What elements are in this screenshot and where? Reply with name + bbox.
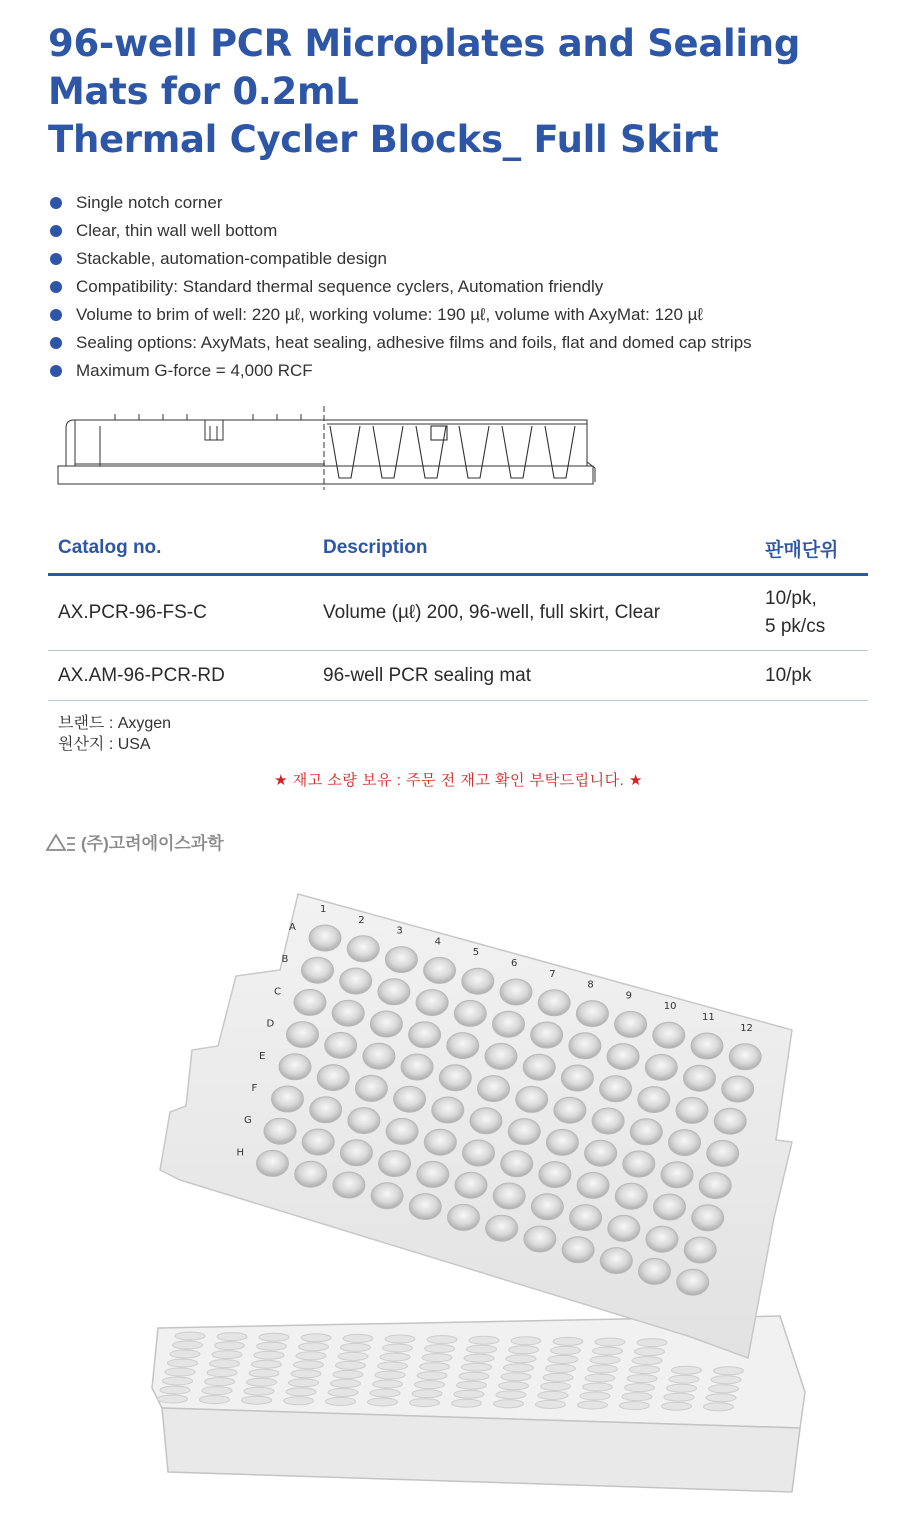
mat-row-letter: C bbox=[274, 986, 281, 998]
mat-well bbox=[714, 1108, 746, 1134]
mat-column-number: 8 bbox=[587, 979, 594, 991]
plate-well bbox=[254, 1351, 284, 1359]
plate-well bbox=[462, 1363, 492, 1371]
mat-well bbox=[569, 1033, 601, 1059]
mat-well bbox=[424, 1129, 456, 1155]
plate-well bbox=[588, 1365, 618, 1373]
mat-well bbox=[576, 1001, 608, 1027]
plate-well bbox=[205, 1378, 235, 1386]
mat-well bbox=[677, 1269, 709, 1295]
mat-well bbox=[607, 1044, 639, 1070]
mat-well bbox=[676, 1097, 708, 1123]
plate-well bbox=[173, 1341, 203, 1349]
table-row bbox=[48, 575, 868, 651]
mat-well bbox=[516, 1086, 548, 1112]
plate-well bbox=[368, 1398, 398, 1406]
mat-well bbox=[424, 957, 456, 983]
mat-well bbox=[623, 1151, 655, 1177]
plate-well bbox=[284, 1397, 314, 1405]
mat-well bbox=[370, 1011, 402, 1037]
plate-well bbox=[504, 1364, 534, 1372]
mat-well bbox=[600, 1076, 632, 1102]
mat-well bbox=[493, 1011, 525, 1037]
plate-well bbox=[630, 1366, 660, 1374]
mat-row-letter: H bbox=[236, 1147, 245, 1159]
header-catalog-no: Catalog no. bbox=[48, 523, 313, 575]
plate-well bbox=[417, 1372, 447, 1380]
plate-well bbox=[370, 1389, 400, 1397]
plate-well bbox=[506, 1355, 536, 1363]
mat-well bbox=[538, 990, 570, 1016]
plate-well bbox=[242, 1396, 272, 1404]
brand-line: 브랜드 : Axygen bbox=[58, 715, 172, 732]
plate-well bbox=[464, 1354, 494, 1362]
mat-well bbox=[264, 1118, 296, 1144]
mat-well bbox=[615, 1011, 647, 1037]
mat-well bbox=[439, 1065, 471, 1091]
mat-well bbox=[501, 1151, 533, 1177]
plate-well bbox=[410, 1399, 440, 1407]
plate-well bbox=[207, 1369, 237, 1377]
mat-well bbox=[355, 1075, 387, 1101]
plate-well bbox=[385, 1335, 415, 1343]
sealing-mat bbox=[160, 894, 792, 1358]
mat-column-number: 3 bbox=[396, 925, 403, 937]
plate-well bbox=[200, 1396, 230, 1404]
plate-well bbox=[160, 1386, 190, 1394]
plate-well bbox=[706, 1394, 736, 1402]
mat-well bbox=[287, 1022, 319, 1048]
plate-well bbox=[420, 1363, 450, 1371]
plate-well bbox=[412, 1390, 442, 1398]
plate-well bbox=[632, 1357, 662, 1365]
plate-well bbox=[341, 1343, 371, 1351]
feature-item: Compatibility: Standard thermal sequence cyclers, Automation friendly bbox=[48, 273, 752, 301]
mat-well bbox=[615, 1183, 647, 1209]
mat-row-letter: F bbox=[251, 1083, 258, 1094]
plate-well bbox=[257, 1342, 287, 1350]
plate-well bbox=[499, 1382, 529, 1390]
plate-well bbox=[541, 1382, 571, 1390]
plate-well bbox=[553, 1337, 583, 1345]
product-photo bbox=[140, 880, 810, 1520]
feature-item: Single notch corner bbox=[48, 189, 752, 217]
plate-well bbox=[373, 1380, 403, 1388]
plate-well bbox=[331, 1379, 361, 1387]
mat-well bbox=[279, 1054, 311, 1080]
plate-well bbox=[590, 1356, 620, 1364]
mat-well bbox=[645, 1054, 677, 1080]
mat-well bbox=[493, 1183, 525, 1209]
mat-well bbox=[257, 1150, 289, 1176]
mat-well bbox=[646, 1226, 678, 1252]
plate-well bbox=[637, 1339, 667, 1347]
sales-unit-line: 5 pk/cs bbox=[765, 616, 826, 637]
mat-row-letter: B bbox=[281, 954, 289, 966]
mat-well bbox=[340, 1140, 372, 1166]
plate-well bbox=[548, 1355, 578, 1363]
mat-well bbox=[523, 1054, 555, 1080]
mat-well bbox=[347, 936, 379, 962]
plate-well bbox=[415, 1381, 445, 1389]
mat-well bbox=[729, 1044, 761, 1070]
plate-well bbox=[664, 1393, 694, 1401]
plate-well bbox=[427, 1336, 457, 1344]
mat-well bbox=[638, 1087, 670, 1113]
plate-well bbox=[595, 1338, 625, 1346]
mat-well bbox=[577, 1172, 609, 1198]
company-logo bbox=[46, 829, 224, 854]
mat-well bbox=[600, 1248, 632, 1274]
plate-well bbox=[168, 1359, 198, 1367]
mat-well bbox=[363, 1043, 395, 1069]
mat-well bbox=[432, 1097, 464, 1123]
mat-well bbox=[294, 989, 326, 1015]
plate-well bbox=[249, 1369, 279, 1377]
plate-well bbox=[551, 1346, 581, 1354]
mat-well bbox=[310, 1097, 342, 1123]
plate-well bbox=[622, 1393, 652, 1401]
plate-well bbox=[467, 1345, 497, 1353]
mat-well bbox=[379, 1151, 411, 1177]
plate-well bbox=[375, 1371, 405, 1379]
mat-well bbox=[653, 1022, 685, 1048]
mat-well bbox=[531, 1022, 563, 1048]
mat-column-number: 7 bbox=[549, 968, 556, 980]
header-description: Description bbox=[313, 523, 755, 575]
mat-well bbox=[500, 979, 532, 1005]
mat-well bbox=[531, 1194, 563, 1220]
company-logo-icon bbox=[46, 833, 76, 851]
plate-well bbox=[620, 1402, 650, 1410]
mat-well bbox=[722, 1076, 754, 1102]
mat-well bbox=[608, 1215, 640, 1241]
plate-well bbox=[286, 1388, 316, 1396]
mat-well bbox=[454, 1000, 486, 1026]
catalog-table bbox=[48, 523, 868, 701]
plate-well bbox=[501, 1373, 531, 1381]
plate-well bbox=[452, 1399, 482, 1407]
plate-well bbox=[425, 1345, 455, 1353]
mat-column-number: 12 bbox=[740, 1022, 753, 1034]
mat-column-number: 4 bbox=[434, 936, 441, 948]
plate-well bbox=[511, 1337, 541, 1345]
mat-well bbox=[378, 979, 410, 1005]
mat-well bbox=[309, 925, 341, 951]
mat-well bbox=[416, 990, 448, 1016]
plate-well bbox=[709, 1385, 739, 1393]
plate-well bbox=[343, 1334, 373, 1342]
mat-well bbox=[272, 1086, 304, 1112]
mat-well bbox=[524, 1226, 556, 1252]
plate-well bbox=[383, 1344, 413, 1352]
feature-item: Volume to brim of well: 220 µℓ, working volume: 190 µℓ, volume with AxyMat: 120 µℓ bbox=[48, 301, 752, 329]
plate-well bbox=[247, 1378, 277, 1386]
mat-well bbox=[562, 1237, 594, 1263]
plate-well bbox=[578, 1401, 608, 1409]
mat-well bbox=[630, 1119, 662, 1145]
mat-well bbox=[478, 1076, 510, 1102]
mat-well bbox=[570, 1205, 602, 1231]
mat-row-letter: D bbox=[266, 1018, 275, 1030]
plate-well bbox=[259, 1333, 289, 1341]
plate-well bbox=[328, 1388, 358, 1396]
mat-well bbox=[707, 1140, 739, 1166]
mat-column-number: 2 bbox=[358, 914, 365, 926]
stock-notice: ★ 재고 소량 보유 : 주문 전 재고 확인 부탁드립니다. ★ bbox=[274, 772, 643, 789]
mat-well bbox=[462, 968, 494, 994]
plate-well bbox=[662, 1402, 692, 1410]
mat-well bbox=[585, 1140, 617, 1166]
mat-row-letter: G bbox=[244, 1115, 252, 1127]
brand-info bbox=[58, 713, 171, 755]
feature-item: Clear, thin wall well bottom bbox=[48, 217, 752, 245]
mat-well bbox=[554, 1097, 586, 1123]
plate-well bbox=[158, 1395, 188, 1403]
feature-item: Sealing options: AxyMats, heat sealing, adhesive films and foils, flat and domed cap strips bbox=[48, 329, 752, 357]
mat-well bbox=[295, 1161, 327, 1187]
mat-well bbox=[317, 1065, 349, 1091]
plate-well bbox=[459, 1372, 489, 1380]
mat-column-number: 9 bbox=[625, 990, 632, 1002]
mat-well bbox=[684, 1237, 716, 1263]
plate-well bbox=[299, 1343, 329, 1351]
mat-well bbox=[325, 1032, 357, 1058]
mat-well bbox=[302, 957, 334, 983]
plate-well bbox=[215, 1342, 245, 1350]
plate-well bbox=[538, 1391, 568, 1399]
mat-well bbox=[639, 1258, 671, 1284]
mat-well bbox=[340, 968, 372, 994]
mat-well bbox=[592, 1108, 624, 1134]
plate-well bbox=[338, 1352, 368, 1360]
plate-well bbox=[244, 1387, 274, 1395]
mat-column-number: 6 bbox=[511, 958, 518, 969]
plate-well bbox=[704, 1403, 734, 1411]
catalog-number: AX.AM-96-PCR-RD bbox=[48, 651, 313, 701]
feature-item: Stackable, automation-compatible design bbox=[48, 245, 752, 273]
plate-well bbox=[627, 1375, 657, 1383]
plate-well bbox=[585, 1374, 615, 1382]
plate-well bbox=[454, 1390, 484, 1398]
mat-column-number: 1 bbox=[320, 904, 327, 915]
page-title bbox=[48, 20, 888, 164]
mat-well bbox=[447, 1033, 479, 1059]
plate-well bbox=[509, 1346, 539, 1354]
plate-well bbox=[175, 1332, 205, 1340]
plate-well bbox=[457, 1381, 487, 1389]
plate-well bbox=[163, 1377, 193, 1385]
mat-well bbox=[661, 1162, 693, 1188]
title-line-2: Mats for 0.2mL bbox=[48, 70, 359, 113]
mat-column-number: 11 bbox=[702, 1012, 715, 1023]
mat-well bbox=[409, 1194, 441, 1220]
plate-well bbox=[711, 1376, 741, 1384]
plate-well bbox=[580, 1392, 610, 1400]
plate-well bbox=[625, 1384, 655, 1392]
mat-well bbox=[394, 1086, 426, 1112]
plate-well bbox=[635, 1348, 665, 1356]
table-row bbox=[48, 651, 868, 701]
header-sales-unit: 판매단위 bbox=[755, 523, 868, 575]
mat-well bbox=[409, 1022, 441, 1048]
plate-well bbox=[422, 1354, 452, 1362]
plate-well bbox=[252, 1360, 282, 1368]
mat-row-letter: E bbox=[259, 1050, 266, 1062]
mat-row-letter: A bbox=[289, 922, 296, 933]
mat-well bbox=[463, 1140, 495, 1166]
origin-line: 원산지 : USA bbox=[58, 736, 151, 753]
plate-well bbox=[217, 1333, 247, 1341]
title-line-3: Thermal Cycler Blocks_ Full Skirt bbox=[48, 118, 719, 161]
plate-well bbox=[294, 1361, 324, 1369]
plate-well bbox=[170, 1350, 200, 1358]
mat-well bbox=[401, 1054, 433, 1080]
mat-well bbox=[691, 1033, 723, 1059]
plate-well bbox=[669, 1375, 699, 1383]
sales-unit bbox=[755, 575, 868, 651]
sales-unit: 10/pk bbox=[755, 651, 868, 701]
plate-well bbox=[326, 1397, 356, 1405]
mat-well bbox=[332, 1000, 364, 1026]
plate-well bbox=[543, 1373, 573, 1381]
feature-item: Maximum G-force = 4,000 RCF bbox=[48, 357, 752, 385]
mat-well bbox=[692, 1205, 724, 1231]
mat-column-number: 5 bbox=[472, 947, 480, 959]
plate-well bbox=[546, 1364, 576, 1372]
plate-well bbox=[291, 1370, 321, 1378]
plate-well bbox=[301, 1334, 331, 1342]
plate-well bbox=[714, 1367, 744, 1375]
mat-well bbox=[470, 1108, 502, 1134]
plate-well bbox=[380, 1353, 410, 1361]
mat-well bbox=[508, 1119, 540, 1145]
catalog-number: AX.PCR-96-FS-C bbox=[48, 575, 313, 651]
mat-well bbox=[699, 1173, 731, 1199]
mat-well bbox=[546, 1129, 578, 1155]
mat-well bbox=[539, 1162, 571, 1188]
plate-well bbox=[494, 1400, 524, 1408]
plate-well bbox=[536, 1400, 566, 1408]
mat-well bbox=[348, 1108, 380, 1134]
company-name: (주)고려에이스과학 bbox=[81, 834, 224, 853]
plate-well bbox=[667, 1384, 697, 1392]
plate-well bbox=[296, 1352, 326, 1360]
plate-well bbox=[289, 1379, 319, 1387]
description: 96-well PCR sealing mat bbox=[313, 651, 755, 701]
feature-list bbox=[48, 189, 752, 385]
mat-well bbox=[561, 1065, 593, 1091]
mat-well bbox=[448, 1204, 480, 1230]
plate-well bbox=[583, 1383, 613, 1391]
mat-well bbox=[385, 947, 417, 973]
plate-well bbox=[593, 1347, 623, 1355]
plate-well bbox=[212, 1351, 242, 1359]
mat-well bbox=[684, 1065, 716, 1091]
mat-column-number: 10 bbox=[663, 1001, 677, 1013]
plate-well bbox=[496, 1391, 526, 1399]
mat-well bbox=[333, 1172, 365, 1198]
mat-well bbox=[654, 1194, 686, 1220]
title-line-1: 96-well PCR Microplates and Sealing bbox=[48, 22, 801, 65]
plate-cross-section-diagram bbox=[55, 404, 600, 490]
mat-well bbox=[485, 1043, 517, 1069]
plate-well bbox=[469, 1336, 499, 1344]
plate-well bbox=[165, 1368, 195, 1376]
plate-well bbox=[336, 1361, 366, 1369]
mat-well bbox=[386, 1118, 418, 1144]
mat-well bbox=[417, 1161, 449, 1187]
mat-well bbox=[486, 1215, 518, 1241]
sales-unit-line: 10/pk, bbox=[765, 588, 817, 609]
plate-well bbox=[378, 1362, 408, 1370]
mat-well bbox=[455, 1172, 487, 1198]
plate-well bbox=[210, 1360, 240, 1368]
plate-well bbox=[333, 1370, 363, 1378]
description: Volume (µℓ) 200, 96-well, full skirt, Clear bbox=[313, 575, 755, 651]
plate-well bbox=[672, 1366, 702, 1374]
mat-well bbox=[302, 1129, 334, 1155]
mat-well bbox=[371, 1183, 403, 1209]
plate-well bbox=[202, 1387, 232, 1395]
mat-well bbox=[669, 1130, 701, 1156]
